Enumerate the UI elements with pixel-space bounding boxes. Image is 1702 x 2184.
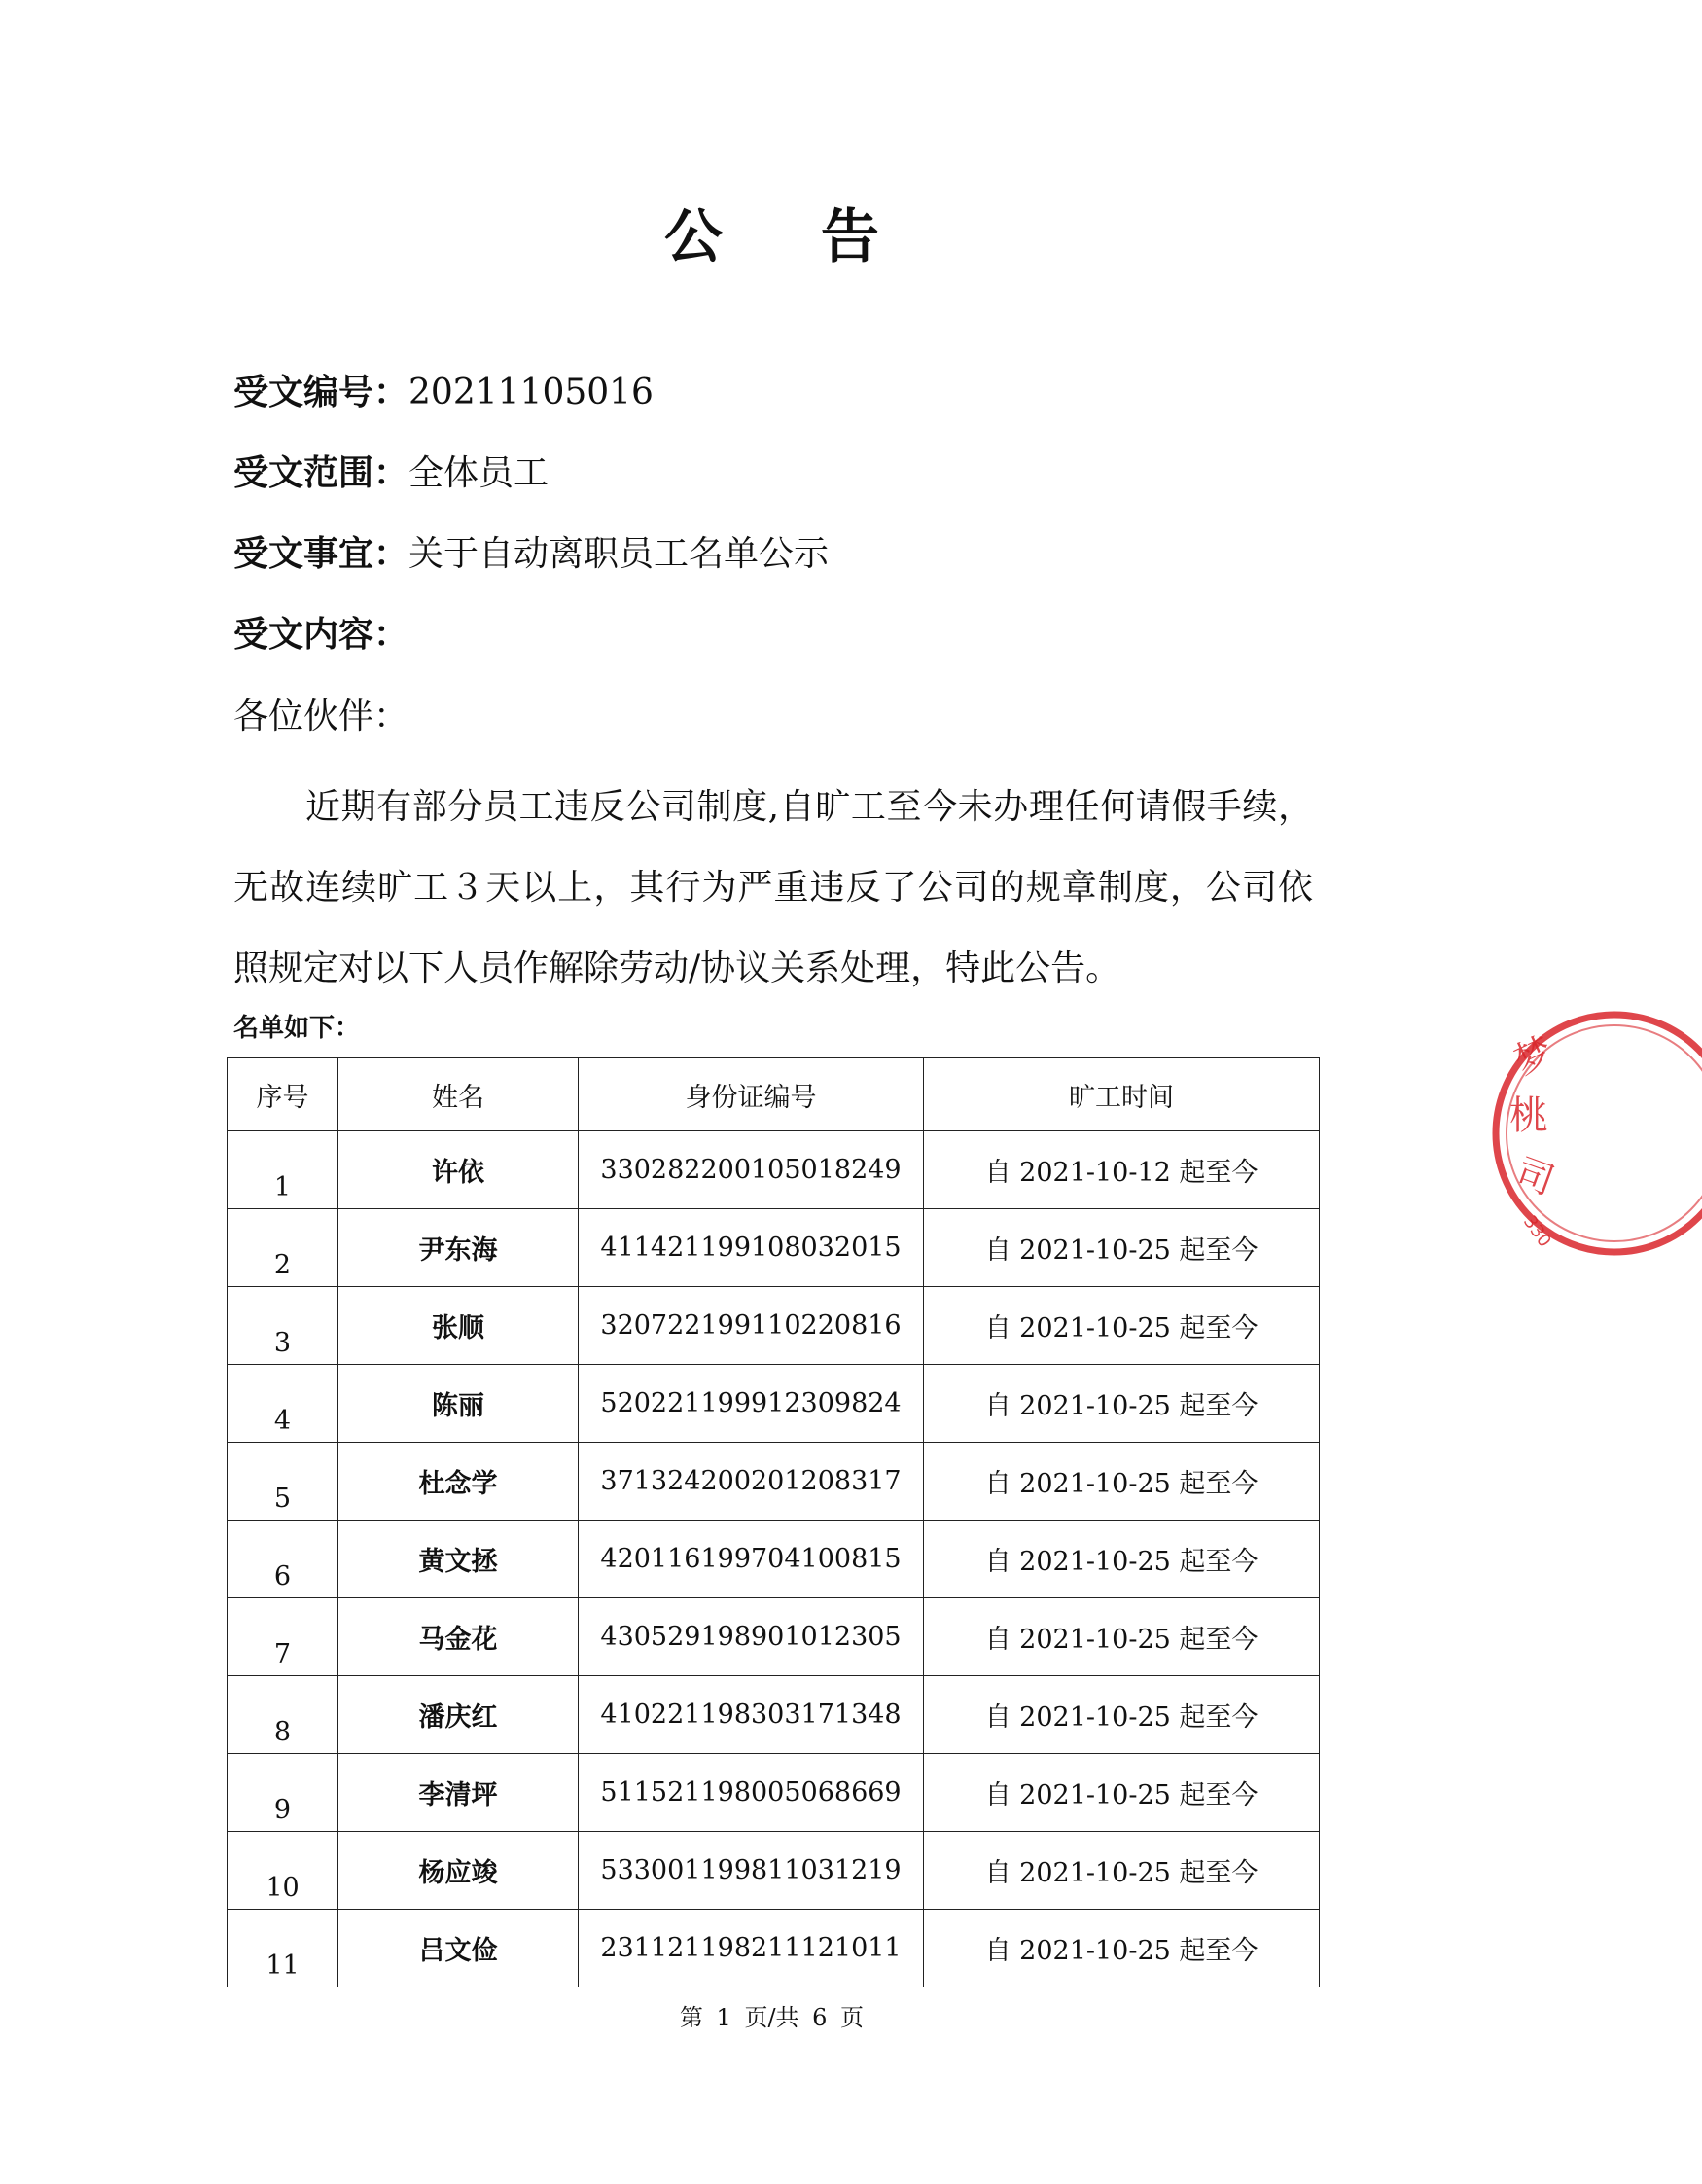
row-name: 杜念学 bbox=[338, 1443, 579, 1521]
list-heading: 名单如下： bbox=[233, 1014, 361, 1043]
row-id-number: 511521198005068669 bbox=[579, 1754, 924, 1832]
row-id-number: 430529198901012305 bbox=[579, 1598, 924, 1676]
row-absence-time: 自 2021-10-25 起至今 bbox=[924, 1910, 1320, 1987]
seal-char-2: 桃 bbox=[1509, 1093, 1548, 1138]
row-index: 3 bbox=[228, 1287, 338, 1365]
row-absence-time: 自 2021-10-12 起至今 bbox=[924, 1131, 1320, 1209]
table-row bbox=[228, 1598, 1320, 1676]
row-name: 吕文俭 bbox=[338, 1910, 579, 1987]
row-index: 4 bbox=[228, 1365, 338, 1443]
row-absence-time: 自 2021-10-25 起至今 bbox=[924, 1598, 1320, 1676]
row-id-number: 320722199110220816 bbox=[579, 1287, 924, 1365]
greeting: 各位伙伴： bbox=[233, 697, 409, 736]
announcement-body: 近期有部分员工违反公司制度,自旷工至今未办理任何请假手续，无故连续旷工３天以上，其行为严重违反了公司的规章制度，公司依照规定对以下人员作解除劳动/协议关系处理，特此公告。 bbox=[233, 787, 1313, 988]
table-row bbox=[228, 1131, 1320, 1209]
scope-label: 受文范围： bbox=[233, 452, 409, 493]
scope-value: 全体员工 bbox=[408, 453, 550, 493]
header-absence-time: 旷工时间 bbox=[924, 1058, 1320, 1131]
table-row bbox=[228, 1910, 1320, 1987]
table-row bbox=[228, 1365, 1320, 1443]
matter-value: 关于自动离职员工名单公示 bbox=[408, 534, 830, 574]
row-name: 陈丽 bbox=[338, 1365, 579, 1443]
content-line bbox=[233, 607, 408, 657]
row-index: 9 bbox=[228, 1754, 338, 1832]
row-index: 1 bbox=[228, 1131, 338, 1209]
row-id-number: 520221199912309824 bbox=[579, 1365, 924, 1443]
page-number-footer: 第 1 页/共 6 页 bbox=[679, 2004, 865, 2031]
employee-table bbox=[227, 1057, 1320, 1987]
row-id-number: 231121198211121011 bbox=[579, 1910, 924, 1987]
row-absence-time: 自 2021-10-25 起至今 bbox=[924, 1521, 1320, 1598]
row-index: 2 bbox=[228, 1209, 338, 1287]
matter-line bbox=[233, 526, 829, 576]
row-name: 杨应竣 bbox=[338, 1832, 579, 1910]
table-row bbox=[228, 1832, 1320, 1910]
doc-number-value: 20211105016 bbox=[408, 373, 654, 412]
row-absence-time: 自 2021-10-25 起至今 bbox=[924, 1287, 1320, 1365]
row-index: 7 bbox=[228, 1598, 338, 1676]
row-name: 马金花 bbox=[338, 1598, 579, 1676]
page-title: 公 告 bbox=[664, 203, 918, 271]
scope-line bbox=[233, 446, 549, 495]
row-name: 潘庆红 bbox=[338, 1676, 579, 1754]
row-index: 6 bbox=[228, 1521, 338, 1598]
header-id-number: 身份证编号 bbox=[579, 1058, 924, 1131]
seal-char-1: 梦 bbox=[1507, 1028, 1560, 1084]
row-absence-time: 自 2021-10-25 起至今 bbox=[924, 1754, 1320, 1832]
row-name: 张顺 bbox=[338, 1287, 579, 1365]
table-row bbox=[228, 1676, 1320, 1754]
row-name: 许依 bbox=[338, 1131, 579, 1209]
doc-number-label: 受文编号： bbox=[233, 372, 409, 412]
row-id-number: 371324200201208317 bbox=[579, 1443, 924, 1521]
header-index: 序号 bbox=[228, 1058, 338, 1131]
seal-number: 330 bbox=[1518, 1211, 1555, 1252]
table-row bbox=[228, 1209, 1320, 1287]
table-row bbox=[228, 1521, 1320, 1598]
row-absence-time: 自 2021-10-25 起至今 bbox=[924, 1832, 1320, 1910]
table-header-row bbox=[228, 1058, 1320, 1131]
row-index: 8 bbox=[228, 1676, 338, 1754]
row-absence-time: 自 2021-10-25 起至今 bbox=[924, 1365, 1320, 1443]
row-id-number: 410221198303171348 bbox=[579, 1676, 924, 1754]
row-id-number: 533001199811031219 bbox=[579, 1832, 924, 1910]
table-row bbox=[228, 1443, 1320, 1521]
row-absence-time: 自 2021-10-25 起至今 bbox=[924, 1443, 1320, 1521]
table-row bbox=[228, 1754, 1320, 1832]
row-name: 李清坪 bbox=[338, 1754, 579, 1832]
row-index: 10 bbox=[228, 1832, 338, 1910]
matter-label: 受文事宜： bbox=[233, 533, 409, 574]
company-seal-stamp bbox=[1488, 992, 1702, 1274]
doc-number-line bbox=[233, 365, 654, 414]
row-id-number: 330282200105018249 bbox=[579, 1131, 924, 1209]
content-label: 受文内容： bbox=[233, 614, 409, 655]
row-absence-time: 自 2021-10-25 起至今 bbox=[924, 1209, 1320, 1287]
table-row bbox=[228, 1287, 1320, 1365]
row-id-number: 420116199704100815 bbox=[579, 1521, 924, 1598]
row-name: 黄文拯 bbox=[338, 1521, 579, 1598]
row-absence-time: 自 2021-10-25 起至今 bbox=[924, 1676, 1320, 1754]
row-id-number: 411421199108032015 bbox=[579, 1209, 924, 1287]
row-index: 5 bbox=[228, 1443, 338, 1521]
seal-char-3: 司 bbox=[1509, 1150, 1560, 1203]
header-name: 姓名 bbox=[338, 1058, 579, 1131]
row-index: 11 bbox=[228, 1910, 338, 1987]
row-name: 尹东海 bbox=[338, 1209, 579, 1287]
